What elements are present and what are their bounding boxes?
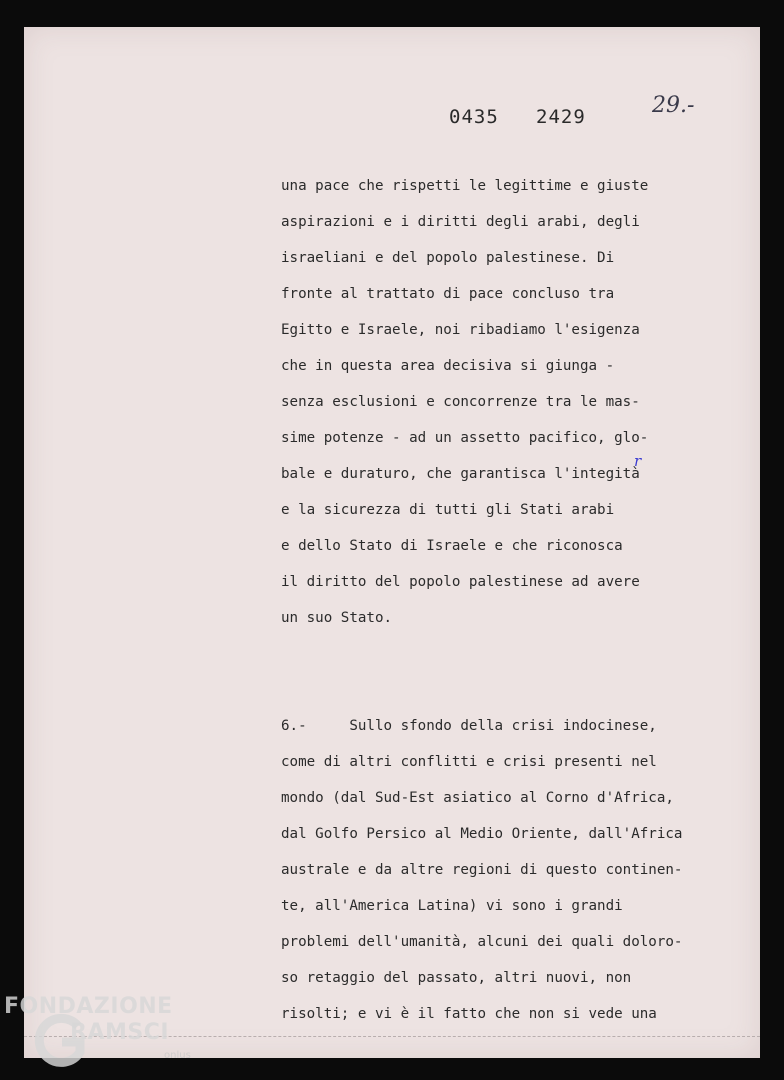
text-line: dal Golfo Persico al Medio Oriente, dall'Africa	[281, 826, 683, 842]
text-line: fronte al trattato di pace concluso tra	[281, 286, 615, 302]
text-line: sime potenze - ad un assetto pacifico, glo-	[281, 430, 649, 446]
watermark-line-2: RAMSCI	[70, 1020, 170, 1045]
text-line: te, all'America Latina) vi sono i grandi	[281, 898, 623, 914]
text-line: mondo (dal Sud-Est asiatico al Corno d'Africa,	[281, 790, 674, 806]
text-line: problemi dell'umanità, alcuni dei quali doloro-	[281, 934, 683, 950]
text-line: senza esclusioni e concorrenze tra le mas-	[281, 394, 640, 410]
text-line: aspirazioni e i diritti degli arabi, degli	[281, 214, 640, 230]
text-line: bale e duraturo, che garantisca l'integità	[281, 466, 640, 482]
text-line: e la sicurezza di tutti gli Stati arabi	[281, 502, 615, 518]
text-line: 6.- Sullo sfondo della crisi indocinese,	[281, 718, 657, 734]
text-line: israeliani e del popolo palestinese. Di	[281, 250, 615, 266]
text-line: una pace che rispetti le legittime e giuste	[281, 178, 649, 194]
text-line: australe e da altre regioni di questo continen-	[281, 862, 683, 878]
text-line: Egitto e Israele, noi ribadiamo l'esigenza	[281, 322, 640, 338]
text-line: un suo Stato.	[281, 610, 393, 626]
watermark-line-1: FONDAZIONE	[4, 994, 173, 1019]
text-line: risolti; e vi è il fatto che non si vede una	[281, 1006, 657, 1022]
handwritten-page-number: 29.-	[652, 93, 695, 118]
archive-stamp-number-b: 2429	[536, 106, 586, 128]
fondazione-gramsci-watermark	[4, 994, 204, 1076]
archive-stamp-number-a: 0435	[449, 106, 499, 128]
text-line: come di altri conflitti e crisi presenti nel	[281, 754, 657, 770]
handwritten-correction: r	[634, 452, 642, 470]
text-line: il diritto del popolo palestinese ad avere	[281, 574, 640, 590]
text-line: e dello Stato di Israele e che riconosca	[281, 538, 623, 554]
text-line: che in questa area decisiva si giunga -	[281, 358, 615, 374]
text-line: so retaggio del passato, altri nuovi, non	[281, 970, 632, 986]
watermark-suffix: onlus	[164, 1050, 191, 1061]
